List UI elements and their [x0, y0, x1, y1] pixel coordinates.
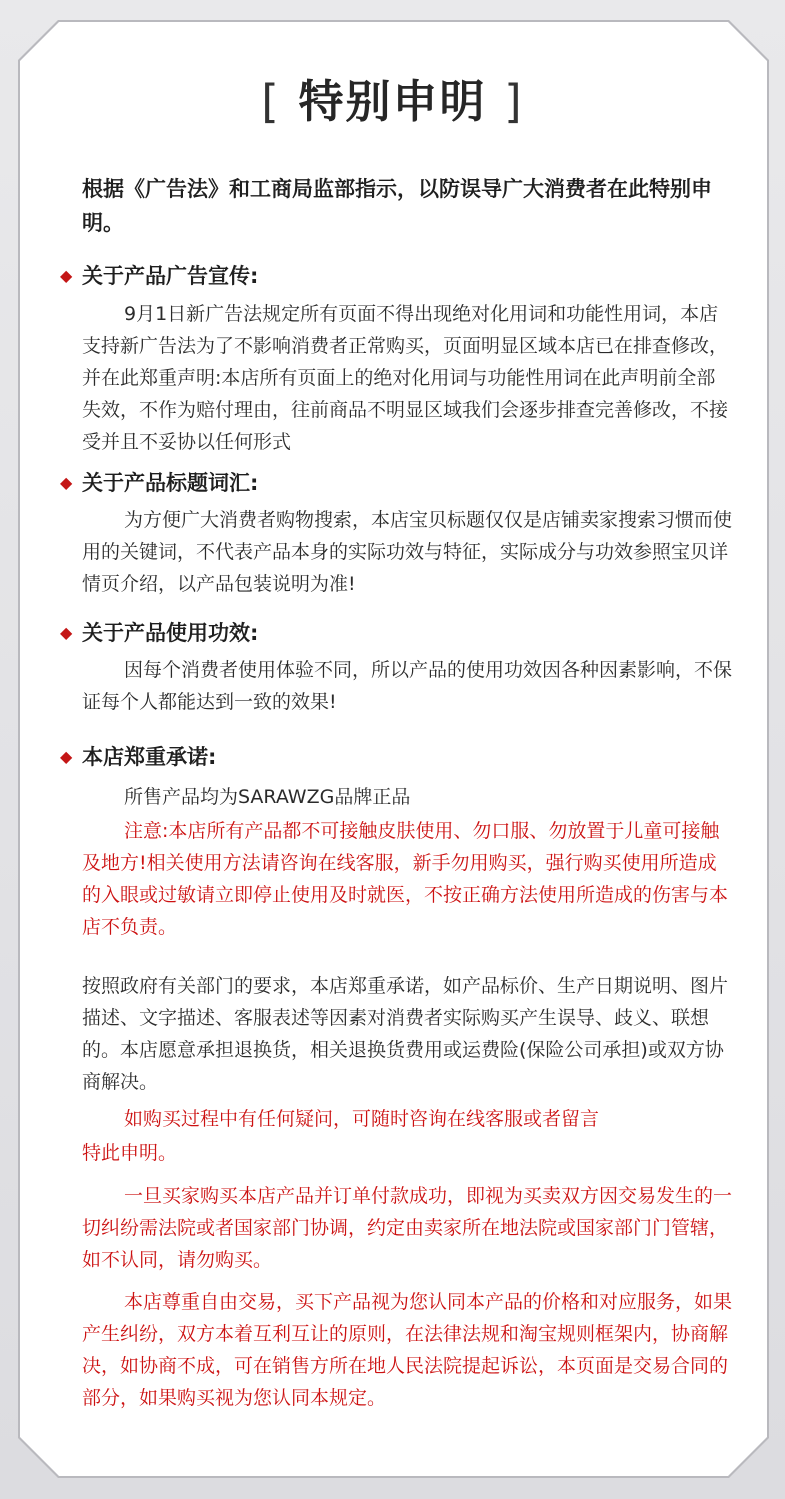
notice-red: 注意:本店所有产品都不可接触皮肤使用、勿口服、勿放置于儿童可接触及地方!相关使用方法请咨询在线客服，新手勿用购买，强行购买使用所造成的入眼或过敏请立即停止使用及时就医，不按正确方法使用所造成的伤害与本店不负责。 [82, 820, 729, 938]
section-body-ad: 9月1日新广告法规定所有页面不得出现绝对化用词和功能性用词，本店支持新广告法为了不影响消费者正常购买，页面明显区域本店已在排查修改，并在此郑重声明:本店所有页面上的绝对化用词与功能性用词在此声明前全部失效，不作为赔付理由，往前商品不明显区域我们会逐步排查完善修改，不接受并且不妥协以任何形式 [82, 303, 729, 453]
section-body-commitment: 所售产品均为SARAWZG品牌正品 [124, 786, 411, 808]
title-text: 特别申明 [298, 75, 487, 128]
intro-text: 根据《广告法》和工商局监部指示，以防误导广大消费者在此特别申明。 [82, 177, 712, 235]
consult-line: 如购买过程中有任何疑问，可随时咨询在线客服或者留言 [124, 1108, 600, 1130]
section-body-effect: 因每个消费者使用体验不同，所以产品的使用功效因各种因素影响，不保证每个人都能达到一致的效果! [82, 659, 733, 713]
consult-closing: 特此申明。 [82, 1142, 178, 1164]
dispute-text: 一旦买家购买本店产品并订单付款成功，即视为买卖双方因交易发生的一切纠纷需法院或者国家部门协调，约定由卖家所在地法院或国家部门门管辖，如不认同，请勿购买。 [82, 1185, 733, 1271]
section-heading-label: 关于产品使用功效: [82, 621, 259, 645]
section-heading-title [60, 466, 258, 500]
section-heading-commitment [60, 740, 216, 774]
diamond-icon: ◆ [60, 623, 73, 642]
diamond-icon: ◆ [60, 747, 73, 766]
respect-text: 本店尊重自由交易，买下产品视为您认同本产品的价格和对应服务，如果产生纠纷，双方本着互利互让的原则，在法律法规和淘宝规则框架内，协商解决，如协商不成，可在销售方所在地人民法院提起诉讼，本页面是交易合同的部分，如果购买视为您认同本规定。 [82, 1291, 733, 1409]
section-heading-label: 本店郑重承诺: [82, 745, 217, 769]
diamond-icon: ◆ [60, 266, 73, 285]
section-heading-label: 关于产品标题词汇: [82, 471, 259, 495]
commitment-text: 按照政府有关部门的要求，本店郑重承诺，如产品标价、生产日期说明、图片描述、文字描述、客服表述等因素对消费者实际购买产生误导、歧义、联想的。本店愿意承担退换货，相关退换货费用或运费险(保险公司承担)或双方协商解决。 [82, 975, 729, 1093]
section-body-title: 为方便广大消费者购物搜索，本店宝贝标题仅仅是店铺卖家搜索习惯而使用的关键词，不代表产品本身的实际功效与特征，实际成分与功效参照宝贝详情页介绍，以产品包装说明为准! [82, 509, 733, 595]
title-bracket-open: [ [261, 75, 281, 128]
section-heading-effect [60, 616, 258, 650]
page-title [0, 72, 785, 132]
section-heading-label: 关于产品广告宣传: [82, 264, 259, 288]
section-heading-ad [60, 259, 258, 293]
diamond-icon: ◆ [60, 473, 73, 492]
title-bracket-close: ] [504, 75, 524, 128]
